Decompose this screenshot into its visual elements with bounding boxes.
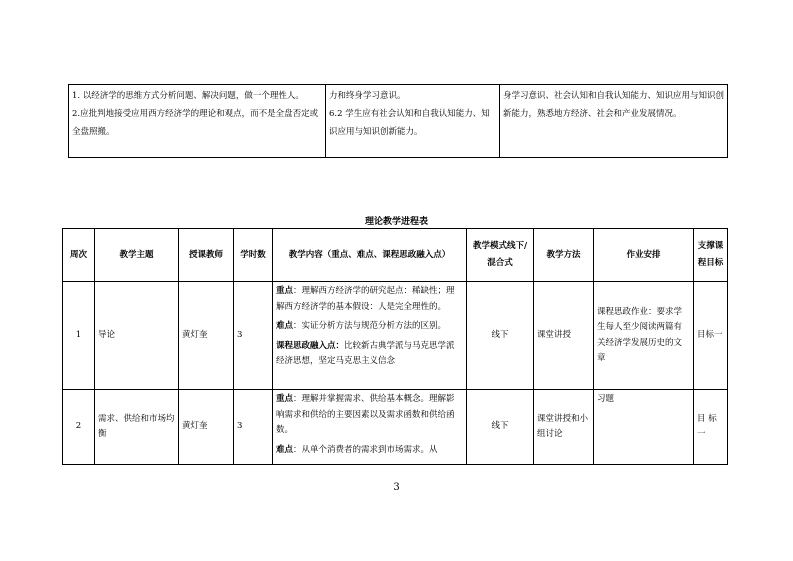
header-cell: 教学模式线下/混合式 (467, 229, 534, 282)
header-cell: 教学方法 (534, 229, 594, 282)
schedule-table (62, 228, 728, 465)
mode-cell: 线下 (467, 390, 534, 465)
teacher-cell: 黄灯奎 (179, 282, 234, 390)
objective-text: 身学习意识、社会认知和自我认知能力、知识应用与知识创新能力，熟悉地方经济、社会和产业发展情况。 (503, 91, 725, 119)
difficulty-label: 难点 (276, 321, 294, 331)
content-text: ：理解并掌握需求、供给基本概念。理解影响需求和供给的主要因素以及需求函数和供给函数。 (276, 394, 455, 435)
hours-cell: 3 (234, 390, 273, 465)
key-point-label: 重点 (276, 394, 294, 404)
table-row (63, 390, 728, 465)
objectives-table (68, 84, 728, 158)
goal-cell: 目标一 (694, 282, 728, 390)
content-cell (273, 282, 467, 390)
content-cell (273, 390, 467, 465)
ideology-label: 课程思政融入点： (276, 340, 345, 351)
objective-text: 6.2 学生应有社会认知和自我认知能力、知识应用与知识创新能力。 (329, 109, 490, 137)
difficulty-label: 难点 (276, 444, 294, 455)
method-cell: 课堂讲授和小组讨论 (534, 390, 594, 465)
method-cell: 课堂讲授 (534, 282, 594, 390)
key-point-label: 重点 (276, 286, 294, 296)
objectives-cell-2 (326, 85, 500, 158)
header-row (63, 229, 728, 282)
header-cell: 教学内容（重点、难点、课程思政融入点） (273, 229, 467, 282)
objective-text: 2.应批判地接受应用西方经济学的理论和观点，而不是全盘否定或全盘照搬。 (72, 109, 319, 137)
content-text: 比较新古典学派与马克思学派经济思想，坚定马克思主义信念 (276, 340, 455, 366)
homework-cell: 课程思政作业：要求学生每人至少阅读两篇有关经济学发展历史的文章 (594, 282, 694, 390)
topic-cell: 需求、供给和市场均衡 (95, 390, 179, 465)
content-text: ：从单个消费者的需求到市场需求。从 (293, 444, 438, 455)
hours-cell: 3 (234, 282, 273, 390)
objectives-cell-3 (500, 85, 728, 158)
content-text: ：实证分析方法与规范分析方法的区别。 (293, 321, 447, 331)
header-cell: 授课教师 (179, 229, 234, 282)
objectives-cell-1 (69, 85, 326, 158)
week-cell: 1 (63, 282, 95, 390)
objective-text: 力和终身学习意识。 (329, 91, 406, 101)
page-number: 3 (393, 482, 400, 493)
homework-cell: 习题 (594, 390, 694, 465)
mode-cell: 线下 (467, 282, 534, 390)
header-cell: 支撑课程目标 (694, 229, 728, 282)
topic-cell: 导论 (95, 282, 179, 390)
header-cell: 周次 (63, 229, 95, 282)
header-cell: 学时数 (234, 229, 273, 282)
goal-cell: 目 标一 (694, 390, 728, 465)
teacher-cell: 黄灯奎 (179, 390, 234, 465)
header-cell: 教学主题 (95, 229, 179, 282)
content-text: ：理解西方经济学的研究起点：稀缺性；理解西方经济学的基本假设：人是完全理性的。 (276, 286, 455, 312)
week-cell: 2 (63, 390, 95, 465)
objective-text: 1. 以经济学的思维方式分析问题、解决问题，做一个理性人。 (72, 91, 304, 101)
table-row (63, 282, 728, 390)
header-cell: 作业安排 (594, 229, 694, 282)
schedule-title: 理论教学进程表 (364, 217, 428, 227)
